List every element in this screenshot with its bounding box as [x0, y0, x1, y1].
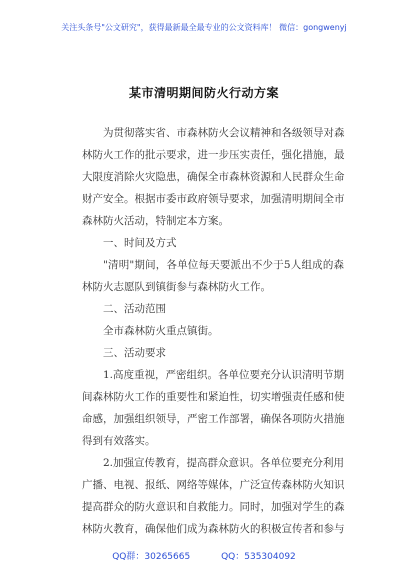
body-line: 林防火教育，确保他们成为森林防火的积极宣传者和参与	[82, 523, 345, 535]
body-line: 森林防火活动，特制定本方案。	[82, 215, 229, 227]
body-line: 得到有效落实。	[82, 435, 156, 447]
section-heading: 二、活动范围	[103, 303, 166, 315]
footer-contacts	[0, 549, 408, 562]
body-line: 全市森林防火重点镇街。	[103, 325, 219, 337]
body-line: 林防火工作的批示要求，进一步压实责任，强化措施，最	[82, 149, 345, 161]
body-line: 1.高度重视，严密组织。各单位要充分认识清明节期	[103, 369, 345, 381]
section-heading: 三、活动要求	[103, 347, 166, 359]
body-line: 大限度消除火灾隐患，确保全市森林资源和人民群众生命	[82, 171, 345, 183]
body-line: 为贯彻落实省、市森林防火会议精神和各级领导对森	[103, 127, 345, 139]
footer-qq-number: QQ：535304092	[221, 552, 296, 562]
body-line: 财产安全。根据市委市政府领导要求，加强清明期间全市	[82, 193, 345, 205]
body-line: 间森林防火工作的重要性和紧迫性，切实增强责任感和使	[82, 391, 345, 403]
promo-banner: 关注头条号"公文研究"，获得最新最全最专业的公文资料库！ 微信：gongwenyj	[61, 23, 347, 32]
body-line: 广播、电视、报纸、网络等媒体，广泛宣传森林防火知识	[82, 479, 345, 491]
body-line: 林防火志愿队到镇街参与森林防火工作。	[82, 281, 271, 293]
body-line: "清明"期间，各单位每天要派出不少于5人组成的森	[103, 259, 344, 271]
body-line: 命感，加强组织领导，严密工作部署，确保各项防火措施	[82, 413, 345, 425]
section-heading: 一、时间及方式	[103, 237, 177, 249]
body-line: 提高群众的防火意识和自救能力。同时，加强对学生的森	[82, 501, 345, 513]
document-title: 某市清明期间防火行动方案	[128, 86, 279, 100]
footer-qq-group: QQ群：30265665	[112, 552, 191, 562]
document-body	[82, 122, 344, 540]
body-line: 2.加强宣传教育，提高群众意识。各单位要充分利用	[103, 457, 345, 469]
